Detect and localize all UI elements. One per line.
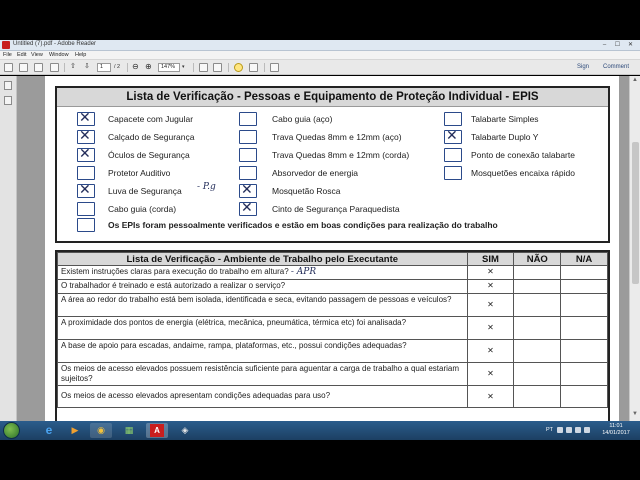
tray-arrow-icon[interactable]: [557, 427, 563, 433]
question-text: Os meios de acesso elevados apresentam condições adequadas para uso?: [58, 386, 468, 408]
app-icon: ▦: [124, 425, 134, 435]
highlight-icon[interactable]: [249, 63, 258, 72]
col-sim: SIM: [467, 253, 514, 266]
letterbox-bottom: [0, 440, 640, 480]
environment-table: [57, 252, 608, 408]
epi-label: Cabo guia (corda): [108, 204, 177, 214]
answer-nao-cell[interactable]: [514, 386, 561, 408]
epi-verified-label: Os EPIs foram pessoalmente verificados e estão em boas condições para realização do trabalho: [108, 220, 498, 230]
epi-label: Cinto de Segurança Paraquedista: [272, 204, 400, 214]
epi-checkbox-protetor[interactable]: [77, 166, 95, 180]
taskbar-app-2[interactable]: [174, 423, 196, 438]
epi-checkbox-ponto-conexao[interactable]: [444, 148, 462, 162]
scroll-up-icon[interactable]: ▲: [632, 77, 638, 83]
question-text: O trabalhador é treinado e está autorizado a realizar o serviço?: [58, 280, 468, 294]
zoom-in-icon[interactable]: ⊕: [145, 62, 152, 71]
toolbar-separator: [264, 63, 265, 72]
epi-checklist: [55, 86, 610, 243]
answer-sim-cell[interactable]: ✕: [467, 317, 514, 340]
toolbar-separator: [193, 63, 194, 72]
table-row: [58, 386, 608, 408]
col-nao: NÃO: [514, 253, 561, 266]
app-icon: ◈: [181, 425, 189, 435]
menu-window[interactable]: Window: [49, 52, 69, 58]
answer-sim-cell[interactable]: ✕: [467, 363, 514, 386]
menu-file[interactable]: File: [3, 52, 12, 58]
next-page-icon[interactable]: ⇩: [84, 63, 90, 70]
document-viewport[interactable]: [17, 76, 629, 421]
checkmark: ✕: [79, 182, 91, 198]
answer-na-cell[interactable]: [561, 363, 608, 386]
answer-na-cell[interactable]: [561, 340, 608, 363]
checkmark: ✕: [79, 128, 91, 144]
page-total: / 2: [114, 64, 121, 70]
flag-icon[interactable]: [575, 427, 581, 433]
epi-checkbox-trava-corda[interactable]: [239, 148, 257, 162]
maximize-button[interactable]: ☐: [614, 42, 621, 48]
toolbar-separator: [228, 63, 229, 72]
question-text: Existem instruções claras para execução do trabalho em altura?: [61, 267, 289, 276]
epi-label: Cabo guia (aço): [272, 114, 333, 124]
epi-label: Calçado de Segurança: [108, 132, 195, 142]
epi-checkbox-talabarte-simples[interactable]: [444, 112, 462, 126]
navigation-pane: [0, 76, 17, 421]
question-text: A proximidade dos pontos de energia (elétrica, mecânica, pneumática, térmica etc) foi analisada?: [58, 317, 468, 340]
epi-checklist-title: Lista de Verificação - Pessoas e Equipamento de Proteção Individual - EPIS: [57, 88, 608, 107]
epi-label: Capacete com Jugular: [108, 114, 194, 124]
answer-nao-cell[interactable]: [514, 317, 561, 340]
table-row: [58, 266, 608, 280]
window-titlebar: [0, 40, 640, 51]
window-title: Untitled (7).pdf - Adobe Reader: [13, 41, 97, 47]
scroll-thumb[interactable]: [632, 142, 639, 284]
menu-edit[interactable]: Edit: [17, 52, 27, 58]
internet-explorer-icon: e: [45, 423, 53, 437]
answer-nao-cell[interactable]: [514, 340, 561, 363]
epi-label: Talabarte Duplo Y: [471, 132, 539, 142]
toolbar-separator: [64, 63, 65, 72]
handwritten-note: - APR: [290, 267, 317, 277]
answer-nao-cell[interactable]: [514, 294, 561, 317]
start-button[interactable]: [3, 422, 20, 439]
network-icon[interactable]: [566, 427, 572, 433]
create-icon[interactable]: [4, 63, 13, 72]
answer-na-cell[interactable]: [561, 386, 608, 408]
taskbar-adobe-reader[interactable]: [146, 423, 168, 438]
epi-label: Ponto de conexão talabarte: [471, 150, 575, 160]
taskbar-internet-explorer[interactable]: [38, 423, 60, 438]
attachments-icon[interactable]: [4, 96, 12, 105]
media-player-icon: ▶: [71, 425, 79, 435]
close-button[interactable]: ✕: [627, 42, 634, 48]
checkmark: ✕: [79, 110, 91, 126]
table-header-row: [58, 253, 608, 266]
checkmark: ✕: [79, 146, 91, 162]
zoom-input[interactable]: 147%: [158, 63, 180, 72]
print-icon[interactable]: [34, 63, 43, 72]
menu-bar: [0, 51, 640, 60]
question-text: Os meios de acesso elevados possuem resistência suficiente para aguentar a carga de trabalho a qual estariam sujeitos?: [58, 363, 468, 386]
windows-taskbar: [0, 421, 640, 440]
zoom-dropdown-icon[interactable]: ▾: [182, 64, 185, 70]
epi-label: Trava Quedas 8mm e 12mm (corda): [272, 150, 410, 160]
epi-label: Protetor Auditivo: [108, 168, 171, 178]
table-row: [58, 317, 608, 340]
menu-help[interactable]: Help: [75, 52, 87, 58]
answer-nao-cell[interactable]: [514, 280, 561, 294]
fit-width-icon[interactable]: [213, 63, 222, 72]
comment-panel-button[interactable]: Comment: [603, 64, 630, 70]
epi-label: Óculos de Segurança: [108, 150, 190, 160]
answer-nao-cell[interactable]: [514, 266, 561, 280]
vertical-scrollbar[interactable]: [629, 76, 640, 421]
epi-checkbox-verified[interactable]: [77, 218, 95, 232]
answer-sim-cell[interactable]: ✕: [467, 280, 514, 294]
question-text: A área ao redor do trabalho está bem isolada, identificada e seca, evitando passagem de pessoas e veículos?: [58, 294, 468, 317]
epi-checkbox-cabo-corda[interactable]: [77, 202, 95, 216]
epi-label: Absorvedor de energia: [272, 168, 359, 178]
pages-thumbnail-icon[interactable]: [4, 81, 12, 90]
environment-checklist: [55, 250, 610, 421]
prev-page-icon[interactable]: ⇧: [70, 63, 76, 70]
answer-sim-cell[interactable]: ✕: [467, 266, 514, 280]
toolbar: [0, 60, 640, 75]
answer-na-cell[interactable]: [561, 280, 608, 294]
epi-label: Mosquetões encaixa rápido: [471, 168, 575, 178]
clock-time: 11:01: [609, 423, 623, 429]
epi-checkbox-cabo-aco[interactable]: [239, 112, 257, 126]
col-na: N/A: [561, 253, 608, 266]
clock[interactable]: [601, 423, 631, 437]
page-number-input[interactable]: 1: [97, 63, 111, 72]
taskbar-chrome[interactable]: [90, 423, 112, 438]
answer-nao-cell[interactable]: [514, 363, 561, 386]
table-row: [58, 363, 608, 386]
epi-label: Mosquetão Rosca: [272, 186, 341, 196]
table-row: [58, 340, 608, 363]
taskbar-app[interactable]: [118, 423, 140, 438]
epi-checkbox-absorvedor[interactable]: [239, 166, 257, 180]
adobe-reader-icon: A: [150, 424, 164, 437]
epi-label: Trava Quedas 8mm e 12mm (aço): [272, 132, 402, 142]
checkmark: ✕: [241, 200, 253, 216]
minimize-button[interactable]: –: [602, 42, 607, 48]
handwritten-note: - P.g: [197, 182, 216, 192]
letterbox-top: [0, 0, 640, 40]
adobe-reader-icon: [2, 41, 10, 49]
table-row: [58, 280, 608, 294]
checkmark: ✕: [446, 128, 458, 144]
taskbar-media-player[interactable]: [64, 423, 86, 438]
epi-checkbox-trava-aco[interactable]: [239, 130, 257, 144]
volume-icon[interactable]: [584, 427, 590, 433]
answer-sim-cell[interactable]: ✕: [467, 340, 514, 363]
epi-label: Talabarte Simples: [471, 114, 539, 124]
open-folder-icon[interactable]: [19, 63, 28, 72]
environment-checklist-title: Lista de Verificação - Ambiente de Trabalho pelo Executante: [58, 253, 468, 266]
answer-sim-cell[interactable]: ✕: [467, 386, 514, 408]
epi-label: Luva de Segurança: [108, 186, 182, 196]
email-icon[interactable]: [50, 63, 59, 72]
sign-panel-button[interactable]: Sign: [577, 64, 590, 70]
menu-view[interactable]: View: [31, 52, 43, 58]
question-text: A base de apoio para escadas, andaime, rampa, plataformas, etc., possui condições adequadas?: [58, 340, 468, 363]
scroll-down-icon[interactable]: ▼: [632, 411, 638, 417]
answer-na-cell[interactable]: [561, 317, 608, 340]
answer-na-cell[interactable]: [561, 294, 608, 317]
answer-na-cell[interactable]: [561, 266, 608, 280]
language-indicator[interactable]: PT: [546, 427, 554, 433]
sign-tool-icon[interactable]: [270, 63, 279, 72]
epi-checkbox-mosquetoes[interactable]: [444, 166, 462, 180]
zoom-out-icon[interactable]: ⊖: [132, 62, 139, 71]
chrome-icon: ◉: [97, 425, 105, 435]
comment-icon[interactable]: [234, 63, 243, 72]
table-row: [58, 294, 608, 317]
pdf-page: [45, 76, 619, 421]
answer-sim-cell[interactable]: ✕: [467, 294, 514, 317]
checkmark: ✕: [241, 182, 253, 198]
toolbar-separator: [127, 63, 128, 72]
fit-page-icon[interactable]: [199, 63, 208, 72]
clock-date: 14/01/2017: [602, 430, 630, 436]
